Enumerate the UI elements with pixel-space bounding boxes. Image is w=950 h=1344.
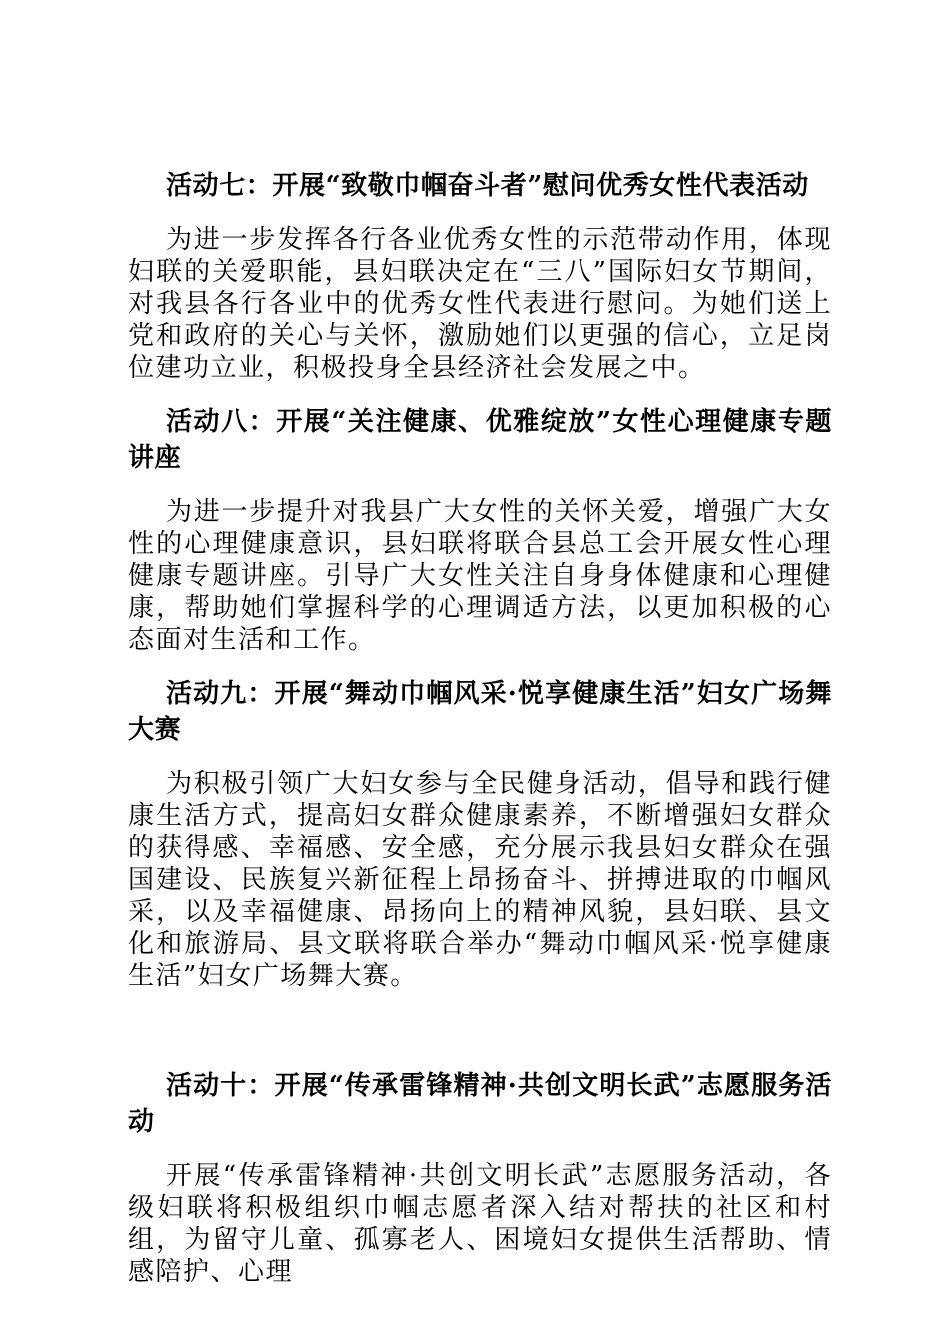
- section-body-10: 开展“传承雷锋精神·共创文明长武”志愿服务活动，各级妇联将积极组织巾帼志愿者深入结对帮扶的社区和村组，为留守儿童、孤寡老人、困境妇女提供生活帮助、情感陪护、心理: [128, 1161, 832, 1287]
- document-page: [128, 168, 832, 1288]
- section-heading-9: 活动九：开展“舞动巾帼风采·悦享健康生活”妇女广场舞大赛: [128, 679, 832, 745]
- section-heading-7: 活动七：开展“致敬巾帼奋斗者”慰问优秀女性代表活动: [166, 171, 809, 201]
- section-body-7: 为进一步发挥各行各业优秀女性的示范带动作用，体现妇联的关爱职能，县妇联决定在“三八”国际妇女节期间，对我县各行各业中的优秀女性代表进行慰问。为她们送上党和政府的关心与关怀，激励她们以更强的信心，立足岗位建功立业，积极投身全县经济社会发展之中。: [128, 225, 832, 383]
- section-body-9: 为积极引领广大妇女参与全民健身活动，倡导和践行健康生活方式，提高妇女群众健康素养，不断增强妇女群众的获得感、幸福感、安全感，充分展示我县妇女群众在强国建设、民族复兴新征程上昂扬奋斗、拼搏进取的巾帼风采，以及幸福健康、昂扬向上的精神风貌，县妇联、县文化和旅游局、县文联将联合举办“舞动巾帼风采·悦享健康生活”妇女广场舞大赛。: [128, 769, 832, 991]
- section-body-8: 为进一步提升对我县广大女性的关怀关爱，增强广大女性的心理健康意识，县妇联将联合县总工会开展女性心理健康专题讲座。引导广大女性关注自身身体健康和心理健康，帮助她们掌握科学的心理调适方法，以更加积极的心态面对生活和工作。: [128, 497, 832, 655]
- section-heading-8: 活动八：开展“关注健康、优雅绽放”女性心理健康专题讲座: [128, 407, 832, 473]
- section-heading-10: 活动十：开展“传承雷锋精神·共创文明长武”志愿服务活动: [128, 1071, 832, 1137]
